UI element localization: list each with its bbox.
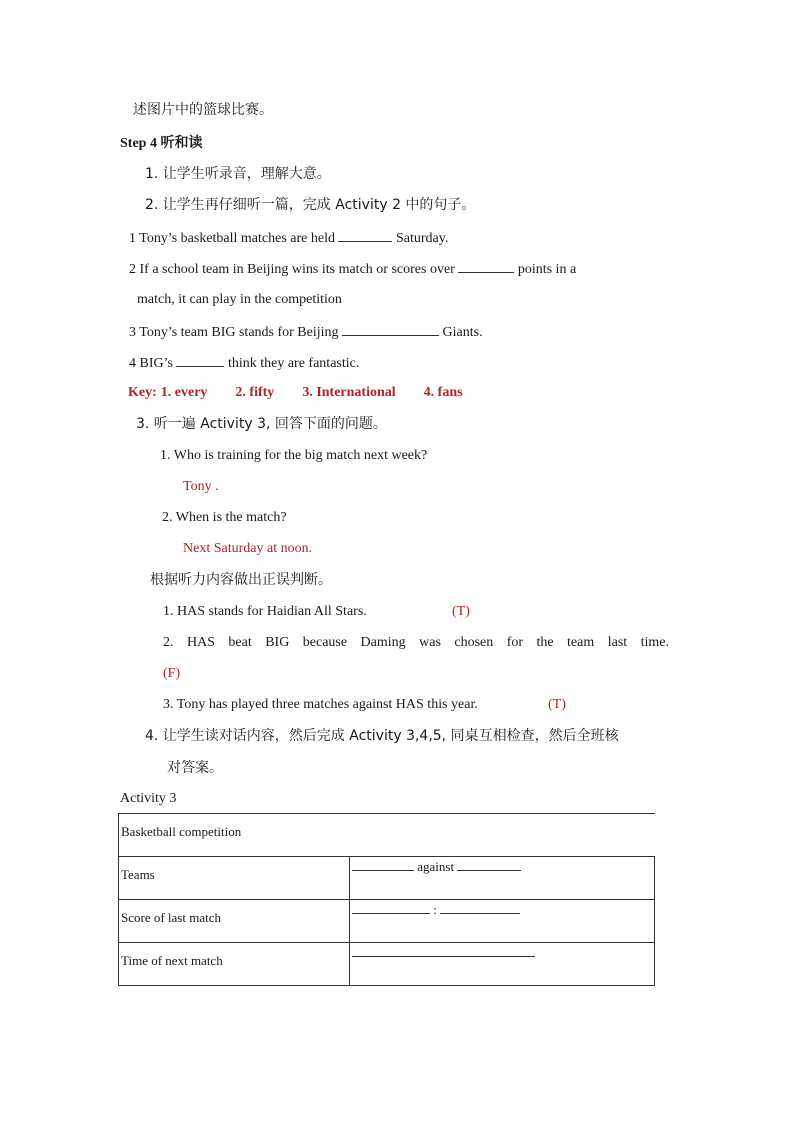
answer-blank[interactable]	[352, 857, 414, 871]
table-row	[119, 900, 655, 943]
sentence-2-continuation: match, it can play in the competition	[137, 292, 342, 307]
tf-statement-1: 1. HAS stands for Haidian All Stars.	[163, 604, 367, 619]
answer-blank[interactable]	[352, 943, 535, 957]
key-answer-4: 4. fans	[423, 385, 463, 400]
answer-key	[128, 384, 491, 402]
row-label-cell	[119, 900, 350, 943]
sentence-4: 4 BIG’s think they are fantastic.	[129, 353, 359, 373]
answer-blank[interactable]	[458, 259, 514, 273]
key-answer-1: 1. every	[160, 385, 208, 400]
answer-2: Next Saturday at noon.	[183, 541, 313, 556]
table-header-text: Basketball competition	[121, 824, 242, 839]
item-2: 2. 让学生再仔细听一篇，完成 Activity 2 中的句子。	[145, 197, 476, 213]
tf-answer-1: (T)	[452, 604, 470, 619]
question-1: 1. Who is training for the big match next week?	[160, 448, 428, 463]
row-label-cell	[119, 857, 350, 900]
intro-tail-text: 述图片中的篮球比赛。	[133, 102, 273, 118]
row-middle-text: :	[433, 902, 437, 917]
tf-statement-2: 2. HAS beat BIG because Daming was chosen for the team last time.	[163, 635, 669, 650]
step4-label: Step 4	[120, 136, 157, 151]
table-header-cell	[119, 814, 655, 857]
row-label: Teams	[121, 867, 155, 882]
row-label-cell	[119, 943, 350, 986]
row-label: Time of next match	[121, 953, 223, 968]
tf-answer-2: (F)	[163, 666, 181, 681]
table-row	[119, 857, 655, 900]
step4-title: 听和读	[160, 135, 203, 151]
item-3: 3. 听一遍 Activity 3, 回答下面的问题。	[136, 416, 387, 432]
activity3-table	[118, 813, 655, 986]
key-answer-3: 3. International	[302, 385, 396, 400]
table-row	[119, 943, 655, 986]
table-header-row	[119, 814, 655, 857]
row-answer-cell	[350, 943, 655, 986]
question-2: 2. When is the match?	[162, 510, 287, 525]
step4-heading	[120, 134, 202, 153]
item-4-line-1: 4. 让学生读对话内容，然后完成 Activity 3,4,5, 同桌互相检查，然后全班核	[145, 728, 619, 744]
row-label: Score of last match	[121, 910, 221, 925]
true-false-heading: 根据听力内容做出正误判断。	[150, 572, 332, 588]
answer-blank[interactable]	[440, 900, 520, 914]
activity3-label: Activity 3	[120, 791, 177, 806]
answer-blank[interactable]	[342, 322, 439, 336]
row-answer-cell	[350, 857, 655, 900]
row-answer-cell	[350, 900, 655, 943]
sentence-2: 2 If a school team in Beijing wins its match or scores over points in a	[129, 259, 675, 279]
answer-blank[interactable]	[457, 857, 521, 871]
key-answer-2: 2. fifty	[235, 385, 275, 400]
tf-statement-3: 3. Tony has played three matches against HAS this year.	[163, 697, 478, 712]
tf-answer-3: (T)	[548, 697, 566, 712]
answer-1: Tony .	[183, 479, 219, 494]
item-1: 1. 让学生听录音，理解大意。	[145, 166, 331, 182]
answer-blank[interactable]	[352, 900, 430, 914]
item-4-line-2: 对答案。	[167, 760, 223, 776]
row-middle-text: against	[417, 859, 455, 874]
key-label: Key:	[128, 385, 157, 400]
answer-blank[interactable]	[338, 228, 392, 242]
sentence-3: 3 Tony’s team BIG stands for Beijing Giants.	[129, 322, 483, 342]
sentence-1: 1 Tony’s basketball matches are held Saturday.	[129, 228, 448, 248]
answer-blank[interactable]	[176, 353, 224, 367]
